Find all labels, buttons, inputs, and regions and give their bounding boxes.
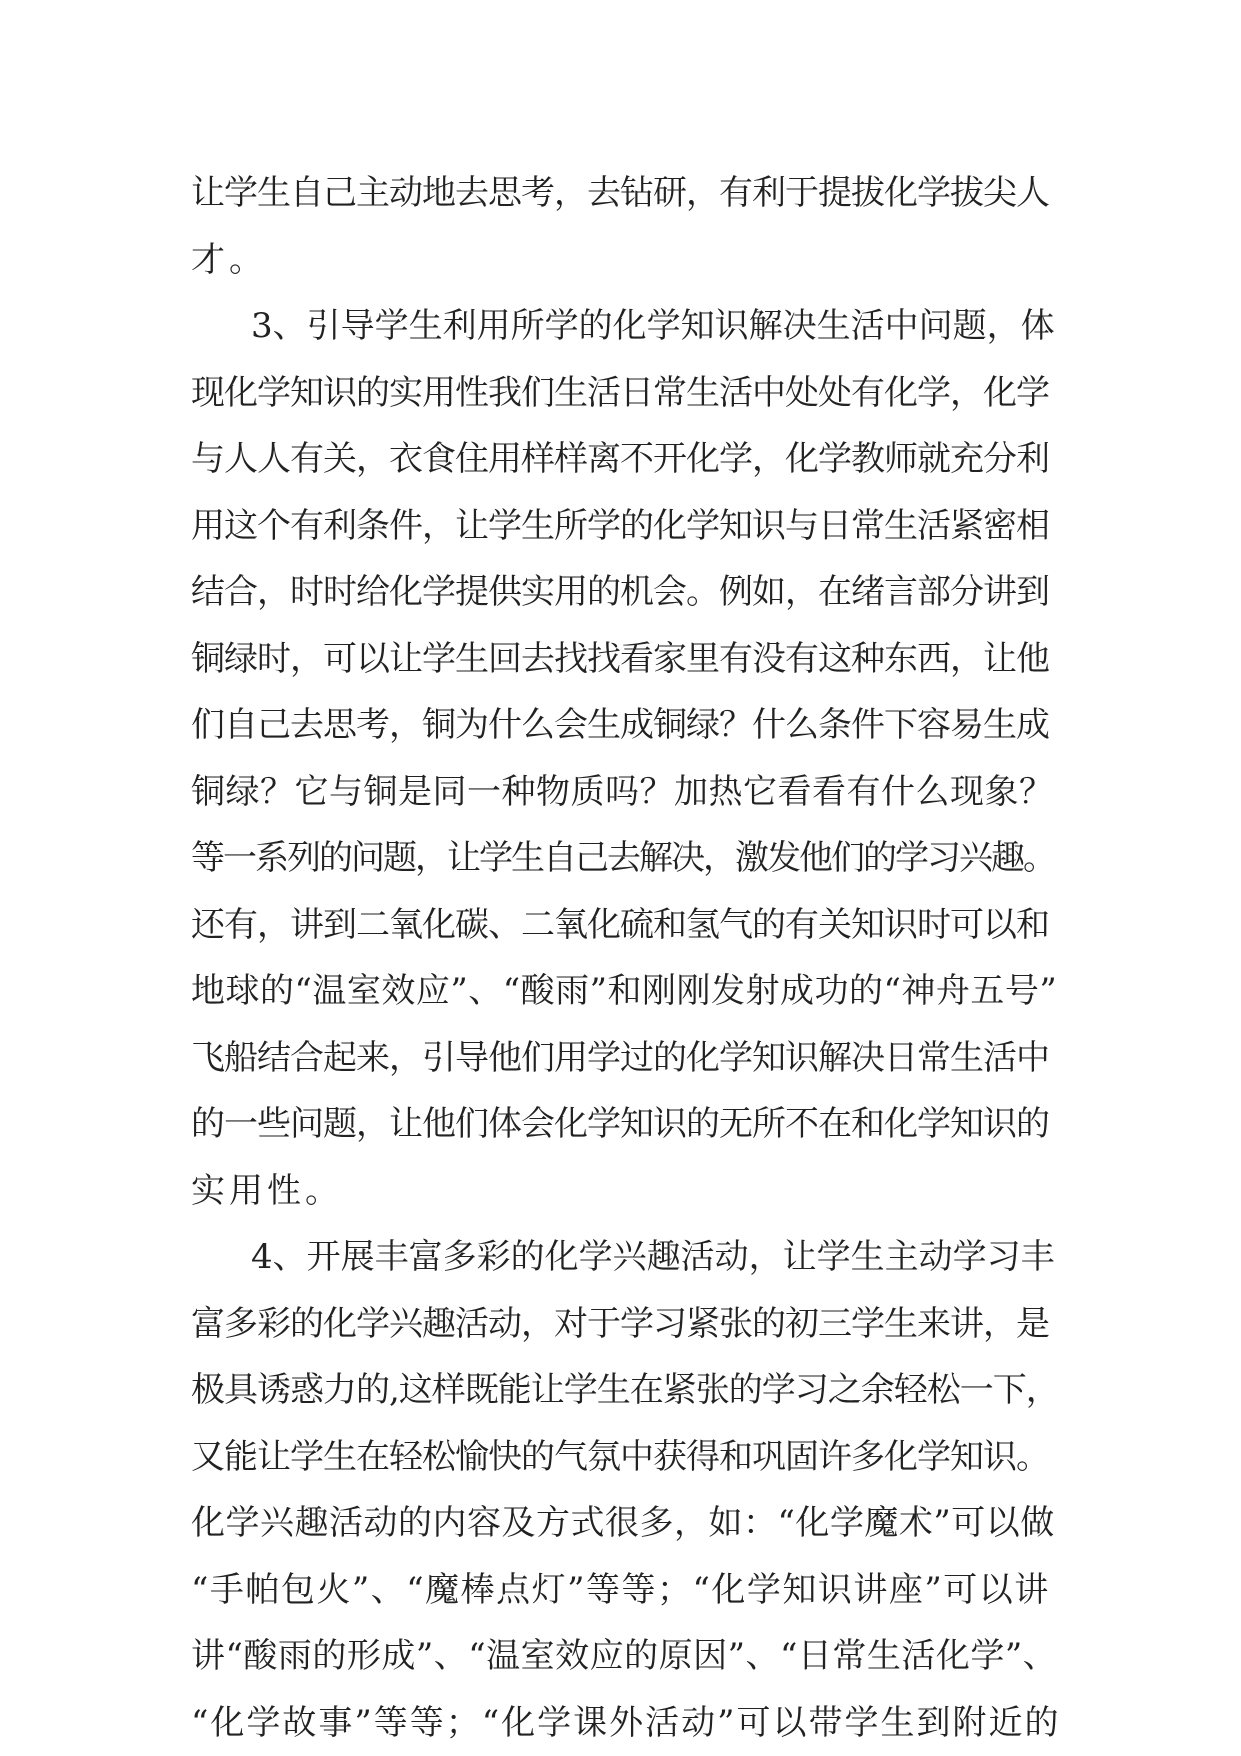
text-line: 用这个有利条件，让学生所学的化学知识与日常生活紧密相 [191,493,1061,560]
text-line: 现化学知识的实用性我们生活日常生活中处处有化学，化学 [191,360,1061,427]
text-line: 实用性。 [191,1158,1061,1225]
text-line: 与人人有关，衣食住用样样离不开化学，化学教师就充分利 [191,426,1061,493]
text-line: 富多彩的化学兴趣活动，对于学习紧张的初三学生来讲，是 [191,1291,1061,1358]
text-line: 极具诱惑力的,这样既能让学生在紧张的学习之余轻松一下， [191,1357,1061,1424]
text-line: 让学生自己主动地去思考，去钻研，有利于提拔化学拔尖人 [191,160,1061,227]
text-line: 等一系列的问题，让学生自己去解决，激发他们的学习兴趣。 [191,825,1061,892]
text-line: 们自己去思考，铜为什么会生成铜绿？什么条件下容易生成 [191,692,1061,759]
text-line: 讲“酸雨的形成”、“温室效应的原因”、“日常生活化学”、 [191,1623,1061,1690]
text-line: 才。 [191,227,1061,294]
body-text [191,160,1061,1756]
text-line: “手帕包火”、“魔棒点灯”等等；“化学知识讲座”可以讲 [191,1557,1061,1624]
text-line: 化学兴趣活动的内容及方式很多，如：“化学魔术”可以做 [191,1490,1061,1557]
paragraph-start-line: 3、引导学生利用所学的化学知识解决生活中问题，体 [191,293,1061,360]
paragraph-start-line: 4、开展丰富多彩的化学兴趣活动，让学生主动学习丰 [191,1224,1061,1291]
text-line: “化学故事”等等；“化学课外活动”可以带学生到附近的 [191,1690,1061,1756]
text-line: 飞船结合起来，引导他们用学过的化学知识解决日常生活中 [191,1025,1061,1092]
text-line: 结合，时时给化学提供实用的机会。例如，在绪言部分讲到 [191,559,1061,626]
text-line: 铜绿时，可以让学生回去找找看家里有没有这种东西，让他 [191,626,1061,693]
text-line: 的一些问题，让他们体会化学知识的无所不在和化学知识的 [191,1091,1061,1158]
text-line: 还有，讲到二氧化碳、二氧化硫和氢气的有关知识时可以和 [191,892,1061,959]
text-line: 地球的“温室效应”、“酸雨”和刚刚发射成功的“神舟五号” [191,958,1061,1025]
text-line: 又能让学生在轻松愉快的气氛中获得和巩固许多化学知识。 [191,1424,1061,1491]
text-line: 铜绿？它与铜是同一种物质吗？加热它看看有什么现象？ [191,759,1061,826]
